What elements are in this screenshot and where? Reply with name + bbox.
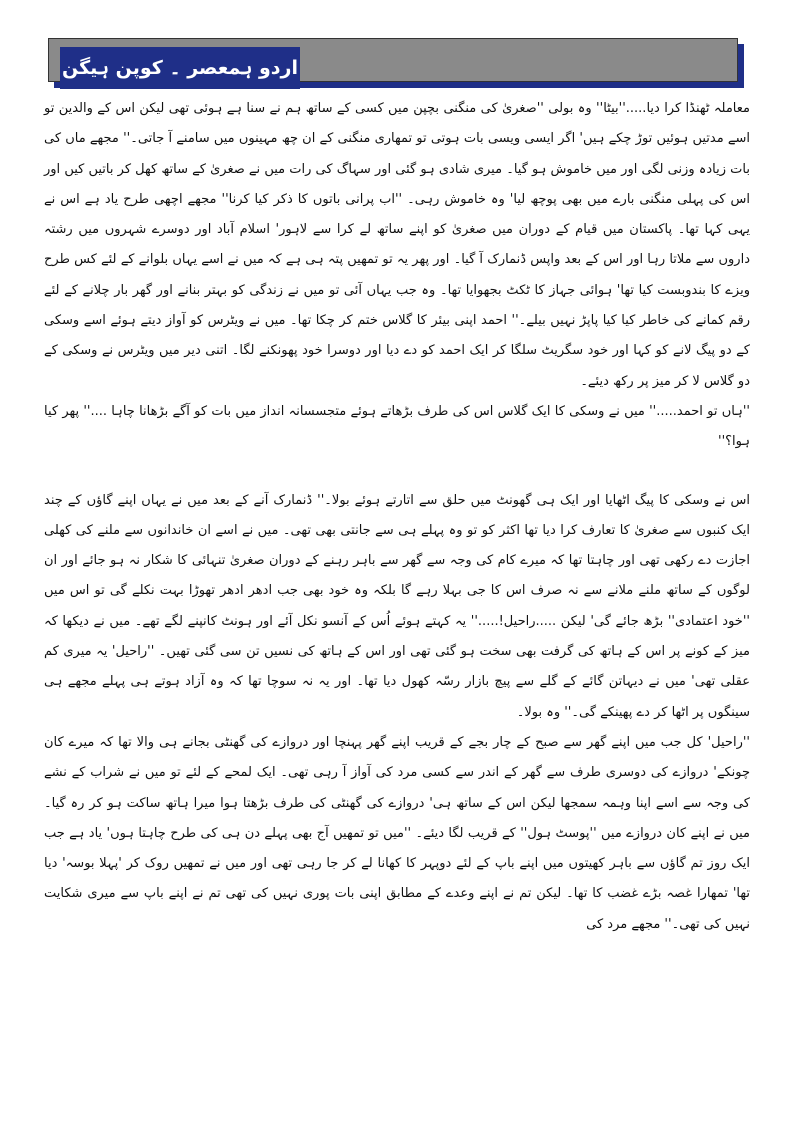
paragraph: ''ہاں تو احمد.....'' میں نے وسکی کا ایک گلاس اس کی طرف بڑھاتے ہوئے متجسسانہ انداز میں بات کو آگے بڑھانا چاہا ....'' پھر کیا ہوا؟'' — [44, 403, 750, 450]
paragraph: اس نے وسکی کا پیگ اٹھایا اور ایک ہی گھونٹ میں حلق سے اتارتے ہوئے بولا۔'' ڈنمارک آنے کے بعد میں نے یہاں اپنے گاؤں کے چند ایک کنبوں سے صغریٰ کا تعارف کرا دیا تھا اکثر کو تو وہ پہلے ہی سے جانتی بھی تھی۔ میں نے اسے ان خاندانوں سے ملنے کی کھلی اجازت دے رکھی تھی اور چاہتا تھا کہ میرے کام کی وجہ سے گھر سے باہر رہنے کے دوران صغریٰ تنہائی کا شکار نہ ہو جائے اور ان لوگوں کے ساتھ ملنے ملانے سے نہ صرف اس کا جی بہلا رہے گا بلکہ وہ خود بھی جب ادھر ادھر تھوڑا بہت نکلے گی تو اس میں ''خود اعتمادی'' بڑھ جائے گی' لیکن .....راحیل!.....'' یہ کہتے ہوئے اُس کے آنسو نکل آئے اور ہونٹ کانپنے لگے تھے۔ میں نے دیکھا کہ میز کے کونے پر اس کے ہاتھ کی گرفت بھی سخت ہو گئی تھی اور اس کے ہاتھ کی نسیں تن سی گئی تھیں۔ ''راحیل' یہ میری کم عقلی تھی' میں نے دیہاتن گائے کے گلے سے پیچ بازار رسّہ کھول دیا تھا۔ اور یہ نہ سوچا تھا کہ وہ آزاد ہوتے ہی پہلے مجھے ہی سینگوں پر اٹھا کر دے پھینکے گی۔'' وہ بولا۔ — [44, 492, 750, 720]
article-body — [44, 94, 750, 940]
publication-title: اردو ہمعصر ۔ کوپن ہیگن — [60, 47, 300, 89]
paragraph: معاملہ ٹھنڈا کرا دیا.....''بیٹا'' وہ بولی ''صغریٰ کی منگنی بچپن میں کسی کے ساتھ ہم نے سنا ہے ہوئی تھی لیکن اس کے والدین تو اسے مدتیں ہوئیں توڑ چکے ہیں' اگر ایسی ویسی بات ہوتی تو تمھاری منگنی کے ان چھ مہینوں میں سامنے آ جاتی۔'' مجھے ماں کی بات زیادہ وزنی لگی اور میں خاموش ہو گیا۔ میری شادی ہو گئی اور سہاگ کی رات میں نے صغریٰ کے ساتھ کھل کر باتیں کیں اور اس کی پہلی منگنی بارے میں بھی پوچھ لیا' وہ خاموش رہی۔ ''اب پرانی باتوں کا ذکر کیا کرنا'' مجھے اچھی طرح یاد ہے اس نے یہی کہا تھا۔ پاکستان میں قیام کے دوران میں صغریٰ کو اپنے ساتھ لے کرا سے لاہور' اسلام آباد اور دوسرے شہروں میں رشتہ داروں سے ملاتا رہا اور اس کے بعد واپس ڈنمارک آ گیا۔ اور پھر یہ تو تمھیں پتہ ہی ہے کہ میں نے اسے یہاں بلوانے کے لئے کس طرح ویزے کا بندوبست کیا تھا' ہوائی جہاز کا ٹکٹ بجھوایا تھا۔ وہ جب یہاں آئی تو میں نے زندگی کو بہتر بنانے اور گھر بار چلانے کے لئے رقم کمانے کی خاطر کیا کیا پاپڑ نہیں بیلے۔'' احمد اپنی بیئر کا گلاس ختم کر چکا تھا۔ میں نے ویٹرس کو آواز دیتے ہوئے اسے وسکی کے دو پیگ لانے کو کہا اور خود سگریٹ سلگا کر ایک احمد کو دے دیا اور دوسرا خود پھونکنے لگا۔ اتنی دیر میں ویٹرس نے وسکی کے دو گلاس لا کر میز پر رکھ دیئے۔ — [44, 101, 750, 389]
page-header — [48, 38, 744, 88]
paragraph: ''راحیل' کل جب میں اپنے گھر سے صبح کے چار بجے کے قریب اپنے گھر پہنچا اور دروازے کی گھنٹی بجانے ہی والا تھا کہ میرے کان چونکے' دروازے کی دوسری طرف سے گھر کے اندر سے کسی مرد کی آواز آ رہی تھی۔ ایک لمحے کے لئے تو میں نے شراب کے نشے کی وجہ سے اسے اپنا وہمہ سمجھا لیکن اس کے ساتھ ہی' دروازے کی گھنٹی کی طرف بڑھتا ہوا میرا ہاتھ ساکت ہو کر رہ گیا۔ میں نے اپنے کان دروازے میں ''پوسٹ ہول'' کے قریب لگا دیئے۔ ''میں تو تمھیں آج بھی پہلے دن ہی کی طرح چاہتا ہوں' یاد ہے جب ایک روز تم گاؤں سے باہر کھیتوں میں اپنے باپ کے لئے دوپہر کا کھانا لے کر جا رہی تھی اور میں نے تمھیں روک کر 'پہلا بوسہ' دیا تھا' تمھارا غصہ بڑے غضب کا تھا۔ لیکن تم نے اپنے وعدے کے مطابق اپنی بات پوری نہیں کی تھی تم نے اپنے باپ سے میری شکایت نہیں کی تھی۔'' مجھے مرد کی — [44, 734, 750, 932]
